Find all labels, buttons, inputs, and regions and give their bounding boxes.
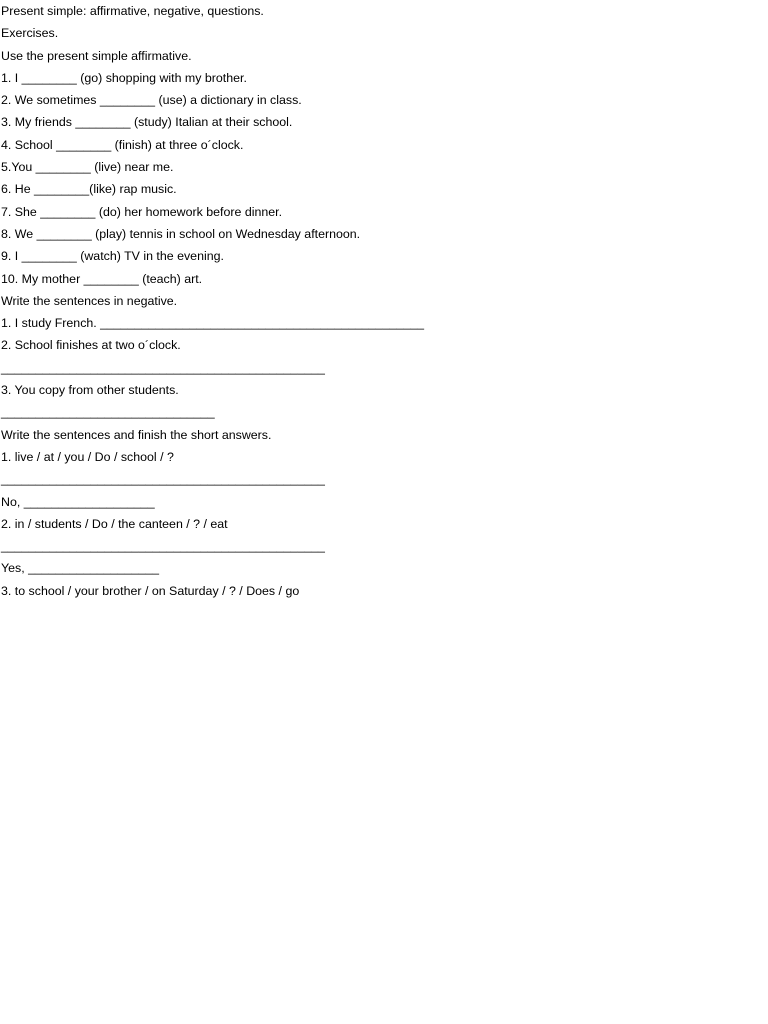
short-answer-2: Yes, ___________________ xyxy=(1,561,160,576)
negative-item-1: 1. I study French. _______________________________________________ xyxy=(1,316,425,331)
worksheet-title: Present simple: affirmative, negative, questions. xyxy=(1,4,264,18)
affirmative-item-8: 8. We ________ (play) tennis in school on Wednesday afternoon. xyxy=(1,226,361,241)
affirmative-item-2: 2. We sometimes ________ (use) a dictionary in class. xyxy=(1,93,302,108)
affirmative-item-10: 10. My mother ________ (teach) art. xyxy=(1,271,203,286)
negative-item-3: 3. You copy from other students. xyxy=(1,383,179,398)
question-item-3: 3. to school / your brother / on Saturday / ? / Does / go xyxy=(1,583,300,598)
worksheet xyxy=(1,0,761,602)
question-answer-line-1: _______________________________________________ xyxy=(1,472,325,487)
question-item-1: 1. live / at / you / Do / school / ? xyxy=(1,449,174,464)
question-answer-line-2: _______________________________________________ xyxy=(1,539,325,554)
exercises-heading: Exercises. xyxy=(1,26,59,41)
affirmative-item-7: 7. She ________ (do) her homework before dinner. xyxy=(1,204,283,219)
negative-instruction: Write the sentences in negative. xyxy=(1,293,178,308)
negative-answer-line-2: _______________________________________________ xyxy=(1,360,325,375)
question-item-2: 2. in / students / Do / the canteen / ? / eat xyxy=(1,516,228,531)
affirmative-item-4: 4. School ________ (finish) at three o´clock. xyxy=(1,137,244,152)
negative-answer-line-3: _______________________________ xyxy=(1,405,215,420)
affirmative-item-5: 5.You ________ (live) near me. xyxy=(1,160,174,175)
affirmative-item-1: 1. I ________ (go) shopping with my brother. xyxy=(1,70,247,85)
affirmative-item-6: 6. He ________(like) rap music. xyxy=(1,182,177,197)
affirmative-instruction: Use the present simple affirmative. xyxy=(1,48,192,63)
affirmative-item-9: 9. I ________ (watch) TV in the evening. xyxy=(1,249,224,264)
short-answer-1: No, ___________________ xyxy=(1,494,155,509)
negative-item-2: 2. School finishes at two o´clock. xyxy=(1,338,181,353)
affirmative-item-3: 3. My friends ________ (study) Italian at their school. xyxy=(1,115,293,130)
questions-instruction: Write the sentences and finish the short answers. xyxy=(1,427,272,442)
